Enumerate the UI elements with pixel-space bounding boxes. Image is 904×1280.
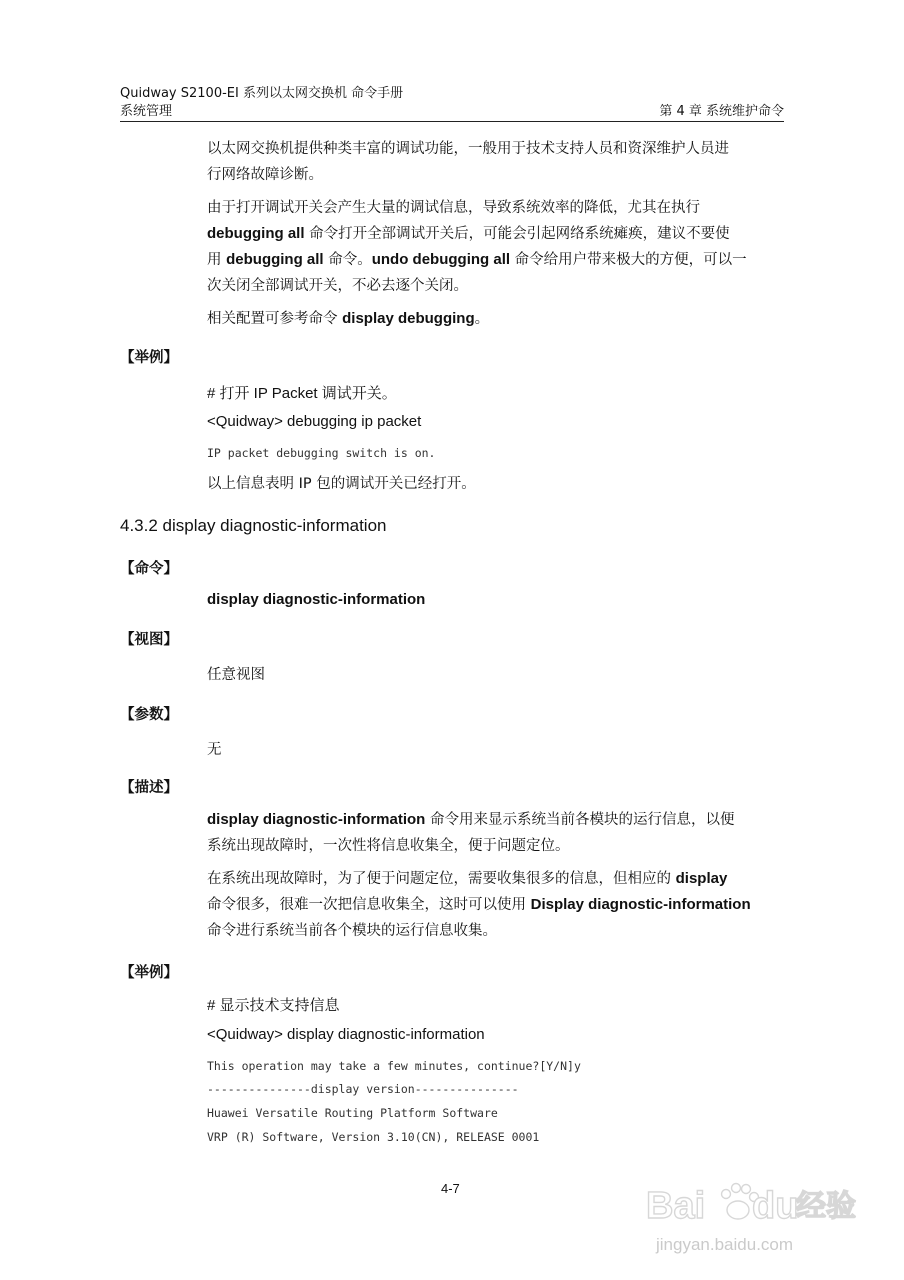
text-line: 以太网交换机提供种类丰富的调试功能，一般用于技术支持人员和资深维护人员进	[207, 141, 729, 157]
output-line: ---------------display version---------------	[207, 1082, 519, 1096]
example-command: <Quidway> display diagnostic-information	[207, 1026, 485, 1043]
watermark-cn: 经验	[796, 1189, 856, 1224]
text-line: 用 debugging all 命令。undo debugging all 命令给用户带来极大的方便，可以一	[207, 251, 747, 268]
intro-paragraph-1	[207, 136, 785, 188]
intro-paragraph-2	[207, 195, 785, 299]
text-line: 次关闭全部调试开关，不必去逐个关闭。	[207, 278, 468, 294]
example-tag: 【举例】	[120, 965, 178, 981]
bold-command: display diagnostic-information	[207, 811, 426, 828]
example-tag: 【举例】	[120, 350, 178, 366]
example-output: IP packet debugging switch is on.	[207, 446, 436, 460]
doc-title: Quidway S2100-EI 系列以太网交换机 命令手册	[120, 86, 404, 101]
text-line: 命令很多，很难一次把信息收集全，这时可以使用 Display diagnostic-information	[207, 896, 751, 913]
command-name: display diagnostic-information	[207, 591, 426, 608]
header-rule	[120, 121, 784, 122]
param-value: 无	[207, 742, 222, 758]
text-line: 相关配置可参考命令 display debugging。	[207, 310, 490, 327]
output-line: Huawei Versatile Routing Platform Software	[207, 1106, 498, 1120]
text-line: 系统出现故障时，一次性将信息收集全，便于问题定位。	[207, 838, 570, 854]
view-tag: 【视图】	[120, 632, 178, 648]
bold-command: Display diagnostic-information	[530, 896, 751, 913]
description-paragraph-2	[207, 866, 785, 944]
intro-paragraph-3	[207, 306, 785, 332]
text-line: 由于打开调试开关会产生大量的调试信息，导致系统效率的降低，尤其在执行	[207, 200, 700, 216]
text-line: 命令进行系统当前各个模块的运行信息收集。	[207, 923, 497, 939]
example-comment: # 打开 IP Packet 调试开关。	[207, 385, 397, 402]
param-tag: 【参数】	[120, 707, 178, 723]
example-comment: # 显示技术支持信息	[207, 997, 340, 1014]
example-command: <Quidway> debugging ip packet	[207, 413, 422, 430]
text-line: display diagnostic-information 命令用来显示系统当前各模块的运行信息，以便	[207, 811, 735, 828]
description-paragraph-1	[207, 807, 785, 859]
bold-command: undo debugging all	[371, 251, 511, 268]
output-line: This operation may take a few minutes, continue?[Y/N]y	[207, 1059, 581, 1073]
watermark-brand-suffix: du	[752, 1185, 799, 1227]
command-tag: 【命令】	[120, 561, 178, 577]
bold-command: debugging all	[207, 225, 305, 242]
chapter-name: 第 4 章 系统维护命令	[659, 104, 784, 119]
section-name: 系统管理	[120, 104, 173, 119]
bold-command: display debugging	[342, 310, 475, 327]
view-value: 任意视图	[207, 667, 265, 683]
bold-command: debugging all	[226, 251, 324, 268]
text-line: 在系统出现故障时，为了便于问题定位，需要收集很多的信息，但相应的 display	[207, 870, 728, 887]
text-line: debugging all 命令打开全部调试开关后，可能会引起网络系统瘫痪，建议不要使	[207, 225, 730, 242]
section-heading: 4.3.2 display diagnostic-information	[120, 516, 387, 535]
page-number: 4-7	[441, 1181, 460, 1196]
desc-tag: 【描述】	[120, 780, 178, 796]
bold-command: display	[675, 870, 728, 887]
text-line: 行网络故障诊断。	[207, 167, 323, 183]
watermark-url: jingyan.baidu.com	[656, 1235, 794, 1254]
baidu-watermark	[640, 1170, 860, 1270]
watermark-brand: Bai	[646, 1185, 706, 1227]
example-note: 以上信息表明 IP 包的调试开关已经打开。	[207, 476, 476, 492]
output-line: VRP (R) Software, Version 3.10(CN), RELEASE 0001	[207, 1130, 540, 1144]
